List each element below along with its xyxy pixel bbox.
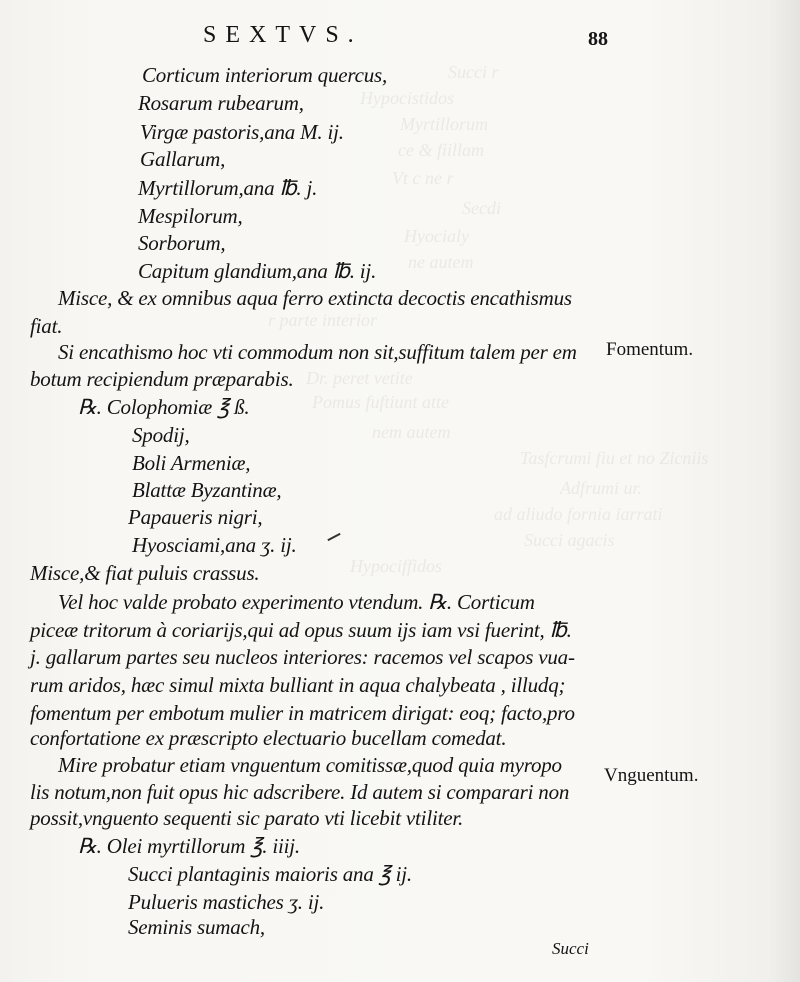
bleed-through-line: Dr. peret vetite: [306, 368, 413, 388]
bleed-through-line: Secdi: [462, 198, 501, 218]
text-line: Mire probatur etiam vnguentum comitissæ,quod quia myropo: [58, 753, 562, 777]
text-line: Capitum glandium,ana ℔. ij.: [138, 259, 377, 283]
bleed-through-line: Myrtillorum: [400, 114, 488, 134]
text-line: Blattæ Byzantinæ,: [132, 478, 282, 502]
text-line: Seminis sumach,: [128, 915, 265, 939]
margin-note-vnguentum: Vnguentum.: [604, 765, 699, 786]
text-line: Gallarum,: [140, 147, 226, 171]
ink-stroke: [327, 533, 340, 541]
text-line: confortatione ex præscripto electuario bucellam comedat.: [30, 726, 507, 750]
text-line: Misce, & ex omnibus aqua ferro extincta decoctis encathismus: [58, 286, 572, 310]
text-line: Rosarum rubearum,: [138, 91, 304, 115]
bleed-through-line: Hyocialy: [404, 226, 469, 246]
text-line: rum aridos, hæc simul mixta bulliant in aqua chalybeata , illudq;: [30, 673, 566, 697]
bleed-through-line: Succi r: [448, 62, 499, 82]
bleed-through-line: r parte interior: [268, 310, 378, 330]
text-line: Boli Armeniæ,: [132, 451, 251, 475]
page-number: 88: [588, 28, 608, 50]
bleed-through-line: Hypociffidos: [350, 556, 442, 576]
text-line: Succi plantaginis maioris ana ℥ ij.: [128, 862, 412, 886]
text-line: ℞. Olei myrtillorum ℥. iiij.: [78, 834, 300, 858]
text-line: botum recipiendum præparabis.: [30, 367, 294, 391]
bleed-through-line: ce & fiillam: [398, 140, 484, 160]
running-title: SEXTVS.: [203, 22, 363, 48]
text-line: Mespilorum,: [138, 204, 243, 228]
text-line: possit,vnguento sequenti sic parato vti licebit vtiliter.: [30, 806, 464, 830]
text-line: Pulueris mastiches ʒ. ij.: [128, 890, 325, 914]
text-line: ℞. Colophomiæ ℥ ß.: [78, 395, 250, 419]
text-line: fomentum per embotum mulier in matricem dirigat: eoq; facto,pro: [30, 701, 575, 725]
text-line: j. gallarum partes seu nucleos interiores: racemos vel scapos vua-: [30, 645, 575, 669]
text-line: Vel hoc valde probato experimento vtendum. ℞. Corticum: [58, 590, 535, 614]
text-line: lis notum,non fuit opus hic adscribere. Id autem si comparari non: [30, 780, 570, 804]
catchword: Succi: [552, 939, 589, 958]
margin-note-fomentum: Fomentum.: [606, 339, 694, 360]
bleed-through-line: ne autem: [408, 252, 474, 272]
text-line: Hyosciami,ana ʒ. ij.: [132, 533, 297, 557]
text-line: Papaueris nigri,: [128, 505, 263, 529]
text-line: Corticum interiorum quercus,: [142, 63, 388, 87]
text-line: Spodij,: [132, 423, 190, 447]
bleed-through-line: nem autem: [372, 422, 451, 442]
bleed-through-line: Tasfcrumi fiu et no Zicniis: [520, 448, 709, 468]
text-line: piceæ tritorum à coriarijs,qui ad opus suum ijs iam vsi fuerint, ℔.: [30, 618, 572, 642]
bleed-through-line: Adfrumi ur.: [560, 478, 643, 498]
text-line: Virgæ pastoris,ana M. ij.: [140, 120, 344, 144]
bleed-through-line: Succi agacis: [524, 530, 615, 550]
bleed-through-line: ad aliudo fornia iarrati: [494, 504, 663, 524]
text-line: Sorborum,: [138, 231, 226, 255]
bleed-through-line: Hypocistidos: [360, 88, 454, 108]
text-line: fiat.: [30, 314, 63, 338]
bleed-through-line: Pomus fuftiunt atte: [312, 392, 449, 412]
bleed-through-line: Vt c ne r: [392, 168, 454, 188]
text-line: Misce,& fiat puluis crassus.: [30, 561, 260, 585]
text-line: Si encathismo hoc vti commodum non sit,suffitum talem per em: [58, 340, 577, 364]
text-line: Myrtillorum,ana ℔. j.: [138, 176, 318, 200]
